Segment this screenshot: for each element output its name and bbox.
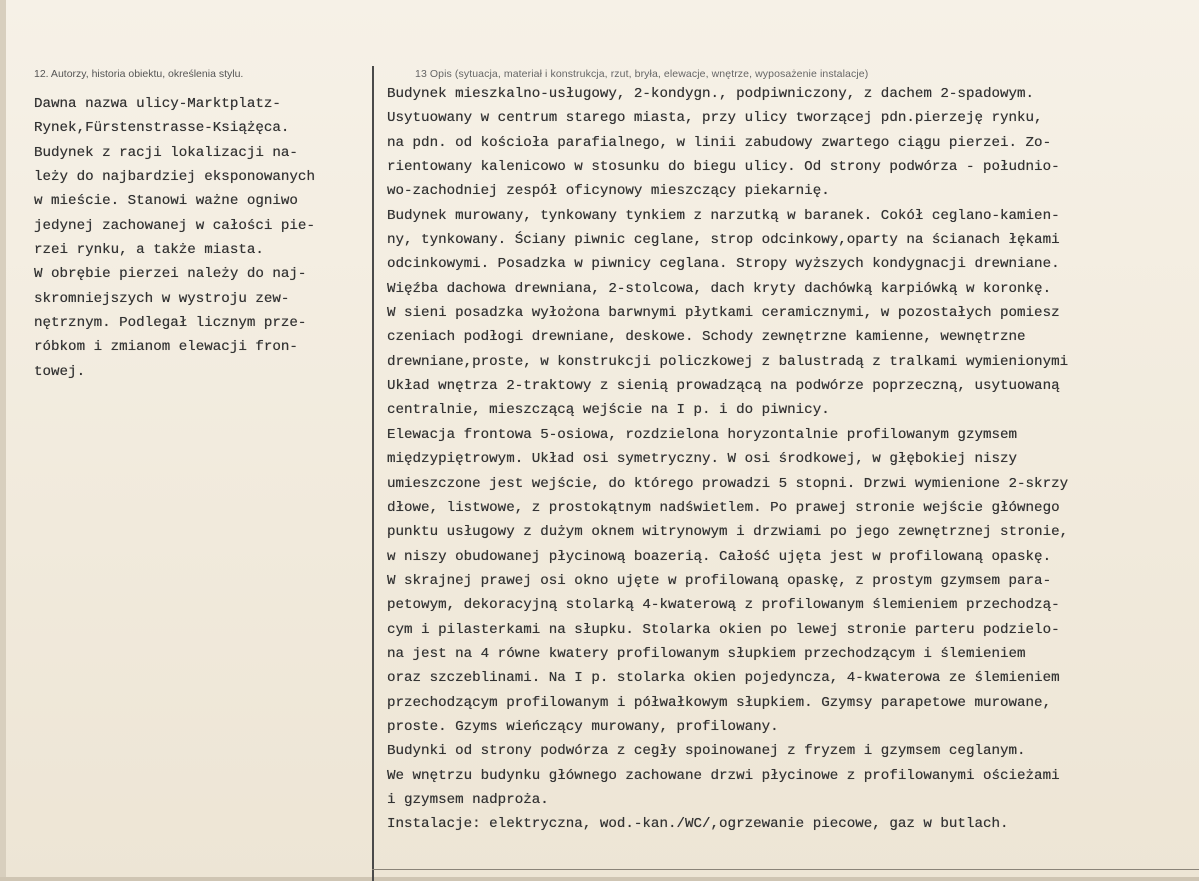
description-text-line: Budynki od strony podwórza z cegły spoinowanej z fryzem i gzymsem ceglanym.	[387, 743, 1026, 760]
history-text-line: w mieście. Stanowi ważne ogniwo	[34, 193, 298, 210]
bottom-rule	[372, 869, 1199, 870]
description-text-line: Układ wnętrza 2-traktowy z sienią prowadzącą na podwórze poprzeczną, usytuowaną	[387, 378, 1060, 395]
description-text-line: w niszy obudowanej płycinową boazerią. Całość ujęta jest w profilowaną opaskę.	[387, 548, 1052, 565]
description-text-line: W sieni posadzka wyłożona barwnymi płytkami ceramicznymi, w pozostałych pomiesz	[387, 305, 1060, 322]
description-text-line: rientowany kalenicowo w stosunku do biegu ulicy. Od strony podwórza - południo-	[387, 159, 1060, 176]
page-bottom-edge	[0, 877, 1199, 881]
description-text-line: międzypiętrowym. Układ osi symetryczny. W osi środkowej, w głębokiej niszy	[387, 451, 1018, 468]
description-text-line: przechodzącym profilowanym i półwałkowym słupkiem. Gzymsy parapetowe murowane,	[387, 694, 1052, 711]
history-text-line: Budynek z racji lokalizacji na-	[34, 144, 298, 161]
page-left-edge	[0, 0, 6, 881]
description-text-line: odcinkowymi. Posadzka w piwnicy ceglana. Stropy wyższych kondygnacji drewniane.	[387, 256, 1060, 273]
description-text-line: proste. Gzyms wieńczący murowany, profilowany.	[387, 718, 779, 735]
description-text-line: cym i pilasterkami na słupku. Stolarka okien po lewej stronie parteru podzielo-	[387, 621, 1060, 638]
description-text-line: dłowe, listwowe, z prostokątnym nadświetlem. Po prawej stronie wejście głównego	[387, 499, 1060, 516]
history-text-line: rzei rynku, a także miasta.	[34, 242, 264, 259]
description-text-line: Usytuowany w centrum starego miasta, przy ulicy tworzącej pdn.pierzeję rynku,	[387, 110, 1043, 127]
history-text-line: Rynek,Fürstenstrasse-Książęca.	[34, 120, 290, 137]
history-text-line: W obrębie pierzei należy do naj-	[34, 266, 307, 283]
description-text-line: i gzymsem nadproża.	[387, 791, 549, 808]
description-text-line: na jest na 4 równe kwatery profilowanym słupkiem przechodzącym i ślemieniem	[387, 645, 1026, 662]
history-text-line: towej.	[34, 363, 86, 380]
description-text-line: ny, tynkowany. Ściany piwnic ceglane, strop odcinkowy,oparty na ścianach łękami	[387, 232, 1060, 249]
description-text-line: W skrajnej prawej osi okno ujęte w profilowaną opaskę, z prostym gzymsem para-	[387, 572, 1052, 589]
history-text-line: róbkom i zmianom elewacji fron-	[34, 339, 298, 356]
history-text-line: skromniejszych w wystroju zew-	[34, 290, 290, 307]
description-text-line: oraz szczeblinami. Na I p. stolarka okien pojedyncza, 4-kwaterowa ze ślemieniem	[387, 670, 1060, 687]
description-text-line: petowym, dekoracyjną stolarką 4-kwaterową z profilowanym ślemieniem przechodzą-	[387, 597, 1060, 614]
history-text-line: leży do najbardziej eksponowanych	[34, 169, 315, 186]
description-text-line: wo-zachodniej zespół oficynowy mieszczący piekarnię.	[387, 183, 830, 200]
history-text-line: nętrznym. Podlegał licznym prze-	[34, 315, 307, 332]
description-text-line: Budynek murowany, tynkowany tynkiem z narzutką w baranek. Cokół ceglano-kamien-	[387, 207, 1060, 224]
description-text-line: umieszczone jest wejście, do którego prowadzi 5 stopni. Drzwi wymienione 2-skrzy	[387, 475, 1069, 492]
description-text-line: na pdn. od kościoła parafialnego, w linii zabudowy zwartego ciągu pierzei. Zo-	[387, 134, 1052, 151]
column-divider	[372, 66, 374, 881]
description-text-line: Elewacja frontowa 5-osiowa, rozdzielona horyzontalnie profilowanym gzymsem	[387, 426, 1018, 443]
history-text-column	[34, 92, 368, 384]
description-text-column	[387, 82, 1199, 837]
right-column-header: 13 Opis (sytuacja, materiał i konstrukcja, rzut, bryła, elewacje, wnętrze, wyposażenie instalacje)	[415, 68, 869, 80]
description-text-line: Więźba dachowa drewniana, 2-stolcowa, dach kryty dachówką karpiówką w koronkę.	[387, 280, 1052, 297]
description-text-line: drewniane,proste, w konstrukcji policzkowej z balustradą z tralkami wymienionymi	[387, 353, 1069, 370]
left-column-header: 12. Autorzy, historia obiektu, określenia stylu.	[34, 68, 244, 80]
history-text-line: jedynej zachowanej w całości pie-	[34, 217, 315, 234]
description-text-line: We wnętrzu budynku głównego zachowane drzwi płycinowe z profilowanymi ościeżami	[387, 767, 1060, 784]
description-text-line: centralnie, mieszczącą wejście na I p. i do piwnicy.	[387, 402, 830, 419]
description-text-line: czeniach podłogi drewniane, deskowe. Schody zewnętrzne kamienne, wewnętrzne	[387, 329, 1026, 346]
history-text-line: Dawna nazwa ulicy-Marktplatz-	[34, 96, 281, 112]
description-text-line: punktu usługowy z dużym oknem witrynowym i drzwiami po jego zewnętrznej stronie,	[387, 524, 1069, 541]
description-text-line: Budynek mieszkalno-usługowy, 2-kondygn., podpiwniczony, z dachem 2-spadowym.	[387, 86, 1035, 102]
description-text-line: Instalacje: elektryczna, wod.-kan./WC/,ogrzewanie piecowe, gaz w butlach.	[387, 816, 1009, 833]
